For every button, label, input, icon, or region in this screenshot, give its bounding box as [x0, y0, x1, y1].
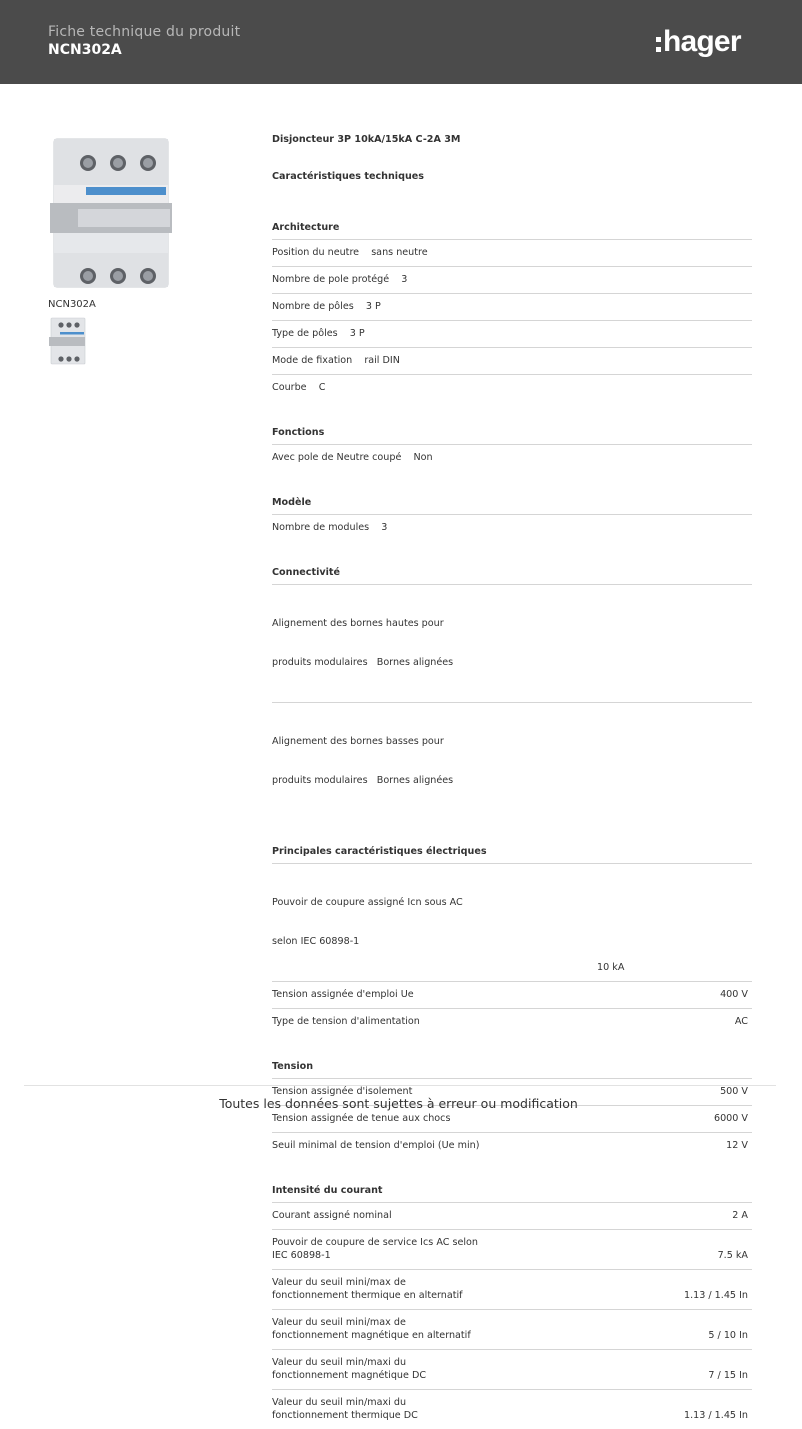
spec-value: 3 — [381, 522, 388, 533]
footer-divider — [24, 1085, 776, 1086]
spec-label — [272, 1236, 478, 1262]
spec-value: Non — [413, 452, 433, 463]
spec-label-line: Valeur du seuil min/maxi du — [272, 1357, 407, 1368]
spec-label-line: Pouvoir de coupure de service Ics AC selon — [272, 1237, 478, 1248]
spec-value: 1.13 / 1.45 In — [683, 1290, 748, 1301]
spec-row — [272, 321, 752, 348]
spec-row — [272, 294, 752, 321]
spec-label-line: produits modulaires — [272, 775, 368, 786]
spec-row — [272, 1203, 752, 1230]
page-header — [0, 0, 802, 84]
section-connectivite — [272, 555, 752, 820]
spec-label: Courbe — [272, 382, 313, 393]
section-fonctions — [272, 415, 752, 471]
spec-label: Position du neutre — [272, 247, 366, 258]
section-title: Intensité du courant — [272, 1173, 752, 1203]
spec-value: 3 P — [349, 328, 365, 339]
spec-label-line: fonctionnement thermique DC — [272, 1410, 418, 1421]
spec-value: 5 / 10 In — [708, 1330, 748, 1341]
spec-row — [272, 445, 752, 471]
spec-label-line: fonctionnement magnétique DC — [272, 1370, 427, 1381]
section-electrical — [272, 834, 752, 1035]
spec-value: rail DIN — [364, 355, 400, 366]
spec-label: Tension assignée de tenue aux chocs — [272, 1113, 451, 1124]
spec-label-line: Valeur du seuil mini/max de — [272, 1317, 406, 1328]
spec-row — [272, 1270, 752, 1310]
logo-text: hager — [663, 25, 741, 58]
spec-label-line: produits modulaires — [272, 657, 368, 668]
spec-label — [272, 709, 453, 813]
spec-label: Avec pole de Neutre coupé — [272, 452, 408, 463]
footer-disclaimer: Toutes les données sont sujettes à erreur ou modification — [219, 1096, 578, 1111]
spec-row — [272, 240, 752, 267]
spec-value: 6000 V — [713, 1113, 748, 1124]
spec-row — [272, 1390, 752, 1429]
product-thumbnail[interactable] — [48, 316, 86, 366]
spec-label-line: fonctionnement magnétique en alternatif — [272, 1330, 471, 1341]
technical-characteristics-title: Caractéristiques techniques — [272, 171, 425, 182]
spec-row — [272, 864, 752, 982]
spec-row — [272, 585, 752, 703]
spec-value: 7.5 kA — [717, 1250, 748, 1261]
spec-label: Nombre de pôles — [272, 301, 360, 312]
spec-value: AC — [734, 1016, 748, 1027]
product-code-title: NCN302A — [48, 42, 122, 58]
spec-row — [272, 375, 752, 401]
spec-row — [272, 267, 752, 294]
spec-label-line: selon IEC 60898-1 — [272, 936, 360, 947]
spec-value: 1.13 / 1.45 In — [683, 1410, 748, 1421]
spec-label: Nombre de modules — [272, 522, 376, 533]
section-courant — [272, 1173, 752, 1429]
product-name: Disjoncteur 3P 10kA/15kA C-2A 3M — [272, 134, 461, 145]
spec-label — [272, 870, 463, 974]
spec-label-line: fonctionnement thermique en alternatif — [272, 1290, 463, 1301]
spec-value: 2 A — [732, 1210, 748, 1221]
spec-row — [272, 1350, 752, 1390]
spec-value: 7 / 15 In — [708, 1370, 748, 1381]
spec-value: Bornes alignées — [376, 775, 454, 786]
spec-row — [272, 348, 752, 375]
spec-label-line: Valeur du seuil mini/max de — [272, 1277, 406, 1288]
spec-value: 10 kA — [597, 962, 625, 973]
spec-label — [272, 1356, 426, 1382]
logo-dots-icon — [656, 37, 661, 52]
header-subtitle: Fiche technique du produit — [48, 24, 241, 40]
product-image-caption: NCN302A — [48, 299, 96, 310]
spec-label — [272, 1276, 463, 1302]
spec-label — [272, 1316, 471, 1342]
spec-label — [272, 1396, 418, 1422]
spec-label: Courant assigné nominal — [272, 1210, 392, 1221]
spec-value: 12 V — [726, 1140, 748, 1151]
section-modele — [272, 485, 752, 541]
spec-value: C — [318, 382, 326, 393]
spec-value: 500 V — [720, 1086, 748, 1097]
spec-label — [272, 591, 453, 695]
spec-value: sans neutre — [371, 247, 428, 258]
spec-label: Nombre de pole protégé — [272, 274, 396, 285]
spec-row — [272, 1009, 752, 1035]
spec-value: 3 — [401, 274, 408, 285]
section-title: Fonctions — [272, 415, 752, 445]
spec-row — [272, 703, 752, 820]
section-title: Connectivité — [272, 555, 752, 585]
spec-row — [272, 1230, 752, 1270]
technical-specifications — [272, 134, 752, 1429]
spec-value: 400 V — [720, 989, 748, 1000]
spec-row — [272, 515, 752, 541]
spec-value: 3 P — [365, 301, 381, 312]
spec-value: Bornes alignées — [376, 657, 454, 668]
spec-label: Type de pôles — [272, 328, 344, 339]
spec-label-line: Alignement des bornes hautes pour — [272, 618, 444, 629]
section-title: Modèle — [272, 485, 752, 515]
section-title: Principales caractéristiques électriques — [272, 834, 752, 864]
section-architecture — [272, 210, 752, 401]
spec-row — [272, 1133, 752, 1159]
hager-logo — [656, 25, 741, 59]
spec-row — [272, 982, 752, 1009]
spec-label-line: IEC 60898-1 — [272, 1250, 331, 1261]
spec-label: Tension assignée d'isolement — [272, 1086, 413, 1097]
spec-row — [272, 1310, 752, 1350]
section-title: Tension — [272, 1049, 752, 1079]
spec-label: Tension assignée d'emploi Ue — [272, 989, 414, 1000]
spec-label: Seuil minimal de tension d'emploi (Ue min) — [272, 1140, 480, 1151]
spec-label-line: Alignement des bornes basses pour — [272, 736, 444, 747]
spec-label-line: Pouvoir de coupure assigné Icn sous AC — [272, 897, 463, 908]
spec-label: Type de tension d'alimentation — [272, 1016, 420, 1027]
spec-label-line: Valeur du seuil min/maxi du — [272, 1397, 407, 1408]
section-title: Architecture — [272, 210, 752, 240]
spec-label: Mode de fixation — [272, 355, 359, 366]
circuit-breaker-image — [48, 133, 174, 293]
